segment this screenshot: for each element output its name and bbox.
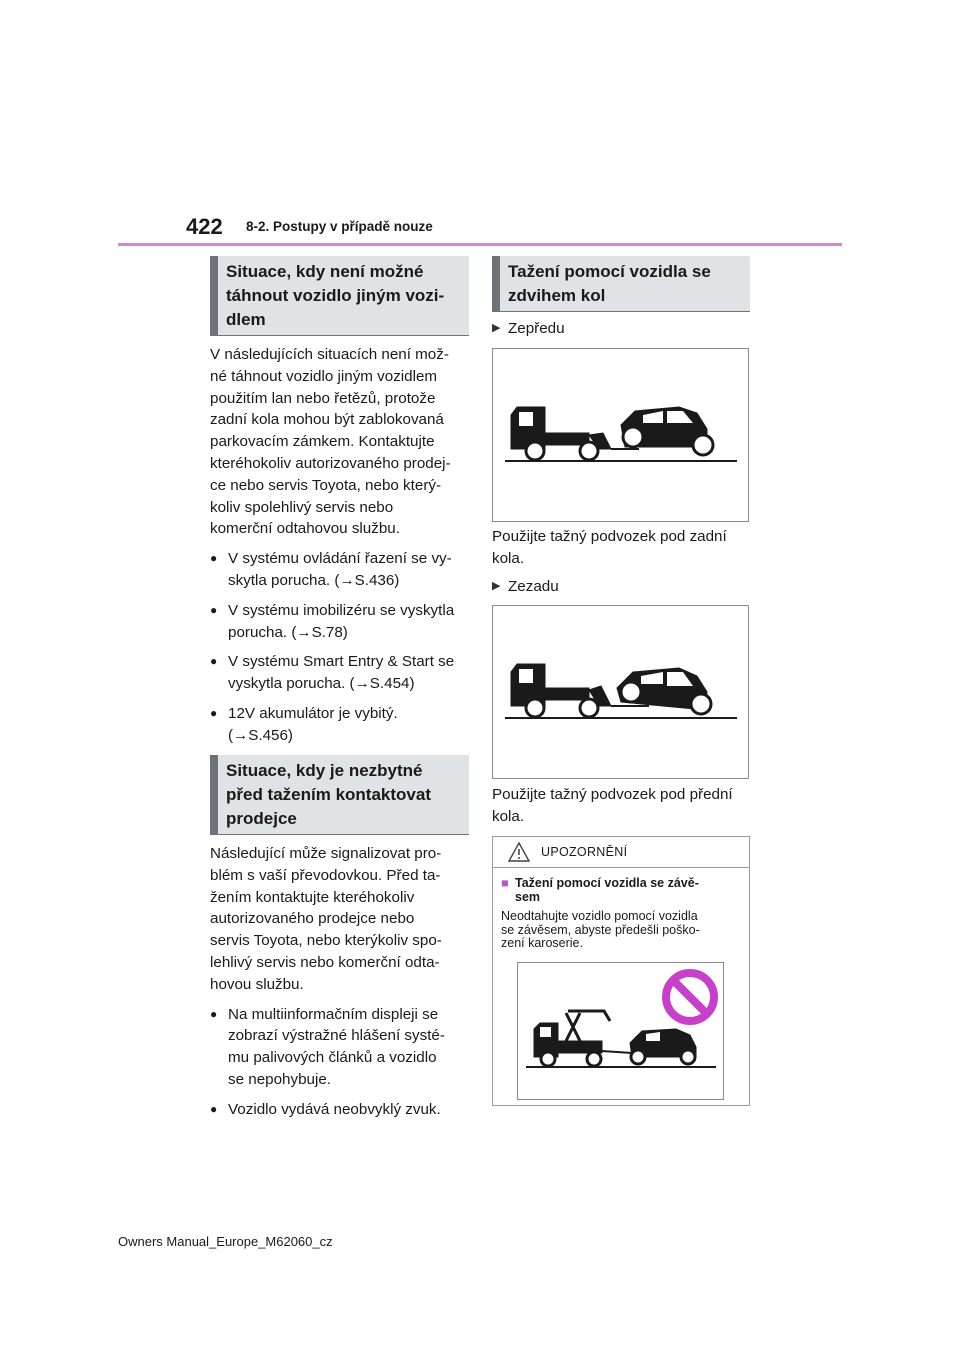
list-item <box>210 548 472 592</box>
caution-subtitle <box>501 876 741 904</box>
text-line: blém s vaší převodovkou. Před ta- <box>210 866 441 884</box>
text-line: Vozidlo vydává neobvyklý zvuk. <box>228 1100 441 1118</box>
text-line: V systému ovládání řazení se vy- <box>228 550 452 568</box>
subsection-rear <box>492 576 559 598</box>
text-line: zadní kola mohou být zablokovaná <box>210 411 444 429</box>
text-line: porucha. (→S.78) <box>228 623 348 641</box>
figure-tow-rear <box>492 605 749 779</box>
text-line: skytla porucha. (→S.436) <box>228 571 400 589</box>
bullet-icon: ● <box>210 1101 218 1116</box>
bullet-icon: ● <box>210 1006 218 1021</box>
section-heading-contact-dealer <box>210 755 469 835</box>
heading-line: táhnout vozidlo jiným vozi- <box>226 286 445 305</box>
heading-line: prodejce <box>226 809 297 828</box>
text-line: Tažení pomocí vozidla se závě- <box>515 876 699 890</box>
text-line: kola. <box>492 549 525 567</box>
subsection-label: Zepředu <box>508 320 565 337</box>
list-item <box>210 703 472 747</box>
text-line: V systému Smart Entry & Start se <box>228 653 455 671</box>
triangle-right-icon: ▶ <box>492 322 501 334</box>
heading-line: Situace, kdy není možné <box>226 262 424 281</box>
caution-text <box>501 910 741 951</box>
section-heading-cannot-tow <box>210 256 469 336</box>
list-item <box>210 1099 472 1121</box>
section-heading-wheel-lift <box>492 256 750 312</box>
caution-box <box>492 836 750 1106</box>
bullet-icon: ● <box>210 705 218 720</box>
triangle-right-icon: ▶ <box>492 580 501 592</box>
figure-sling-tow <box>517 962 724 1100</box>
text-line: Použijte tažný podvozek pod zadní <box>492 528 727 545</box>
subsection-label: Zezadu <box>508 578 559 595</box>
caution-header <box>493 837 749 868</box>
text-line: se závěsem, abyste předešli poško- <box>501 922 700 937</box>
text-line: koliv spolehlivý servis nebo <box>210 498 394 516</box>
list-item <box>210 600 472 644</box>
text-line: hovou službu. <box>210 975 304 993</box>
text-line: autorizovaného prodejce nebo <box>210 910 415 928</box>
text-line: (→S.456) <box>228 726 293 744</box>
header-rule <box>118 243 842 246</box>
text-line: Neodtahujte vozidlo pomocí vozidla <box>501 909 698 923</box>
text-line: Na multiinformačním displeji se <box>228 1005 439 1023</box>
text-line: mu palivových článků a vozidlo <box>228 1049 437 1067</box>
list-item <box>210 1004 472 1091</box>
text-line: parkovacím zámkem. Kontaktujte <box>210 433 435 451</box>
text-line: kteréhokoliv autorizovaného prodej- <box>210 454 451 472</box>
bullet-icon: ● <box>210 602 218 617</box>
text-line: žením kontaktujte kteréhokoliv <box>210 888 415 906</box>
text-line: servis Toyota, nebo kterýkoliv spo- <box>210 932 442 950</box>
text-line: ce nebo servis Toyota, nebo který- <box>210 476 442 494</box>
text-line: kola. <box>492 807 525 825</box>
text-line: komerční odtahovou službu. <box>210 520 400 538</box>
caption-rear <box>492 784 754 828</box>
text-line: lehlivý servis nebo komerční odta- <box>210 953 440 971</box>
bullet-icon: ● <box>210 654 218 669</box>
chapter-title: 8-2. Postupy v případě nouze <box>246 219 433 234</box>
list-item <box>210 651 472 695</box>
figure-tow-front <box>492 348 749 522</box>
text-line: zení karoserie. <box>501 936 583 950</box>
subsection-front <box>492 318 565 340</box>
text-line: Následující může signalizovat pro- <box>210 845 442 862</box>
page-number: 422 <box>186 214 223 239</box>
text-line: vyskytla porucha. (→S.454) <box>228 675 415 693</box>
paragraph-contact-dealer <box>210 843 472 1121</box>
heading-line: zdvihem kol <box>508 286 606 305</box>
footer-text: Owners Manual_Europe_M62060_cz <box>118 1234 333 1249</box>
sling-tow-prohibited-illustration <box>518 963 723 1099</box>
text-line: sem <box>515 890 541 904</box>
text-line: Použijte tažný podvozek pod přední <box>492 786 733 803</box>
bullet-icon: ● <box>210 551 218 566</box>
heading-line: Tažení pomocí vozidla se <box>508 262 711 281</box>
text-line: 12V akumulátor je vybitý. <box>228 704 398 722</box>
warning-triangle-icon <box>505 841 533 863</box>
text-line: V systému imobilizéru se vyskytla <box>228 601 455 619</box>
heading-line: před tažením kontaktovat <box>226 785 431 804</box>
text-line: né táhnout vozidlo jiným vozidlem <box>210 367 438 385</box>
caution-label: UPOZORNĚNÍ <box>541 845 628 859</box>
square-bullet-icon: ■ <box>501 876 509 890</box>
text-line: se nepohybuje. <box>228 1070 332 1088</box>
heading-line: Situace, kdy je nezbytné <box>226 761 423 780</box>
text-line: V následujících situacích není mož- <box>210 346 449 363</box>
text-line: použitím lan nebo řetězů, protože <box>210 389 436 407</box>
tow-truck-front-illustration <box>493 349 748 521</box>
caption-front <box>492 526 754 570</box>
paragraph-cannot-tow <box>210 344 472 747</box>
heading-line: dlem <box>226 310 266 329</box>
text-line: zobrazí výstražné hlášení systé- <box>228 1027 445 1045</box>
tow-truck-rear-illustration <box>493 606 748 778</box>
